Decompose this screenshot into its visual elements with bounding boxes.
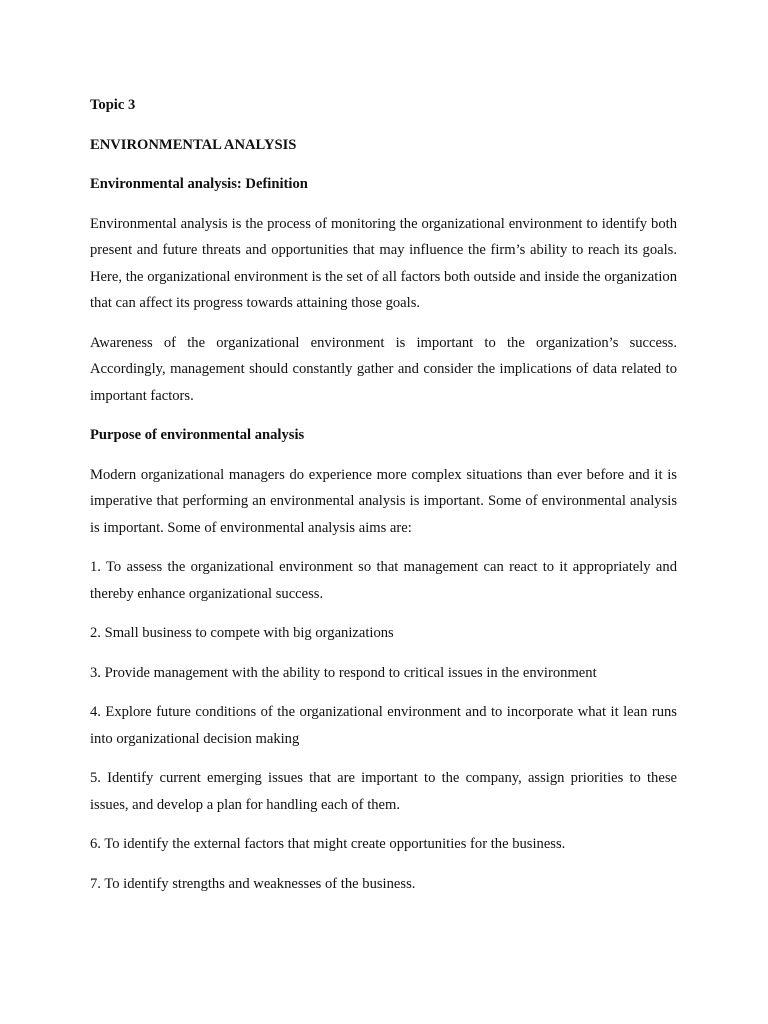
aims-list [90,554,677,897]
purpose-paragraph: Modern organizational managers do experience more complex situations than ever before and it is imperative that performing an environmental analysis is important. Some of environmental analysis is important. Some of environmental analysis aims are: [90,466,677,536]
list-item: 1. To assess the organizational environment so that management can react to it appropriately and thereby enhance organizational success. [90,559,677,602]
document-body [90,92,677,910]
list-item: 6. To identify the external factors that might create opportunities for the business. [90,836,566,852]
list-item: 3. Provide management with the ability to respond to critical issues in the environment [90,664,597,681]
list-item: 4. Explore future conditions of the organizational environment and to incorporate what it lean runs into organizational decision making [90,704,677,747]
section-heading-definition: Environmental analysis: Definition [90,176,308,192]
list-item: 5. Identify current emerging issues that are important to the company, assign priorities to these issues, and develop a plan for handling each of them. [90,770,677,813]
topic-label: Topic 3 [90,97,136,113]
awareness-paragraph: Awareness of the organizational environment is important to the organization’s success. Accordingly, management should constantly gather and consider the implications of data related to important factors. [90,334,677,404]
list-item: 2. Small business to compete with big organizations [90,625,394,641]
section-heading-purpose: Purpose of environmental analysis [90,427,305,443]
definition-paragraph: Environmental analysis is the process of monitoring the organizational environment to identify both present and future threats and opportunities that may influence the firm’s ability to reach its goals. Here, the organizational environment is the set of all factors both outside and inside the organization that can affect its progress towards attaining those goals. [90,215,677,311]
list-item: 7. To identify strengths and weaknesses of the business. [90,875,416,892]
document-title: ENVIRONMENTAL ANALYSIS [90,136,297,153]
